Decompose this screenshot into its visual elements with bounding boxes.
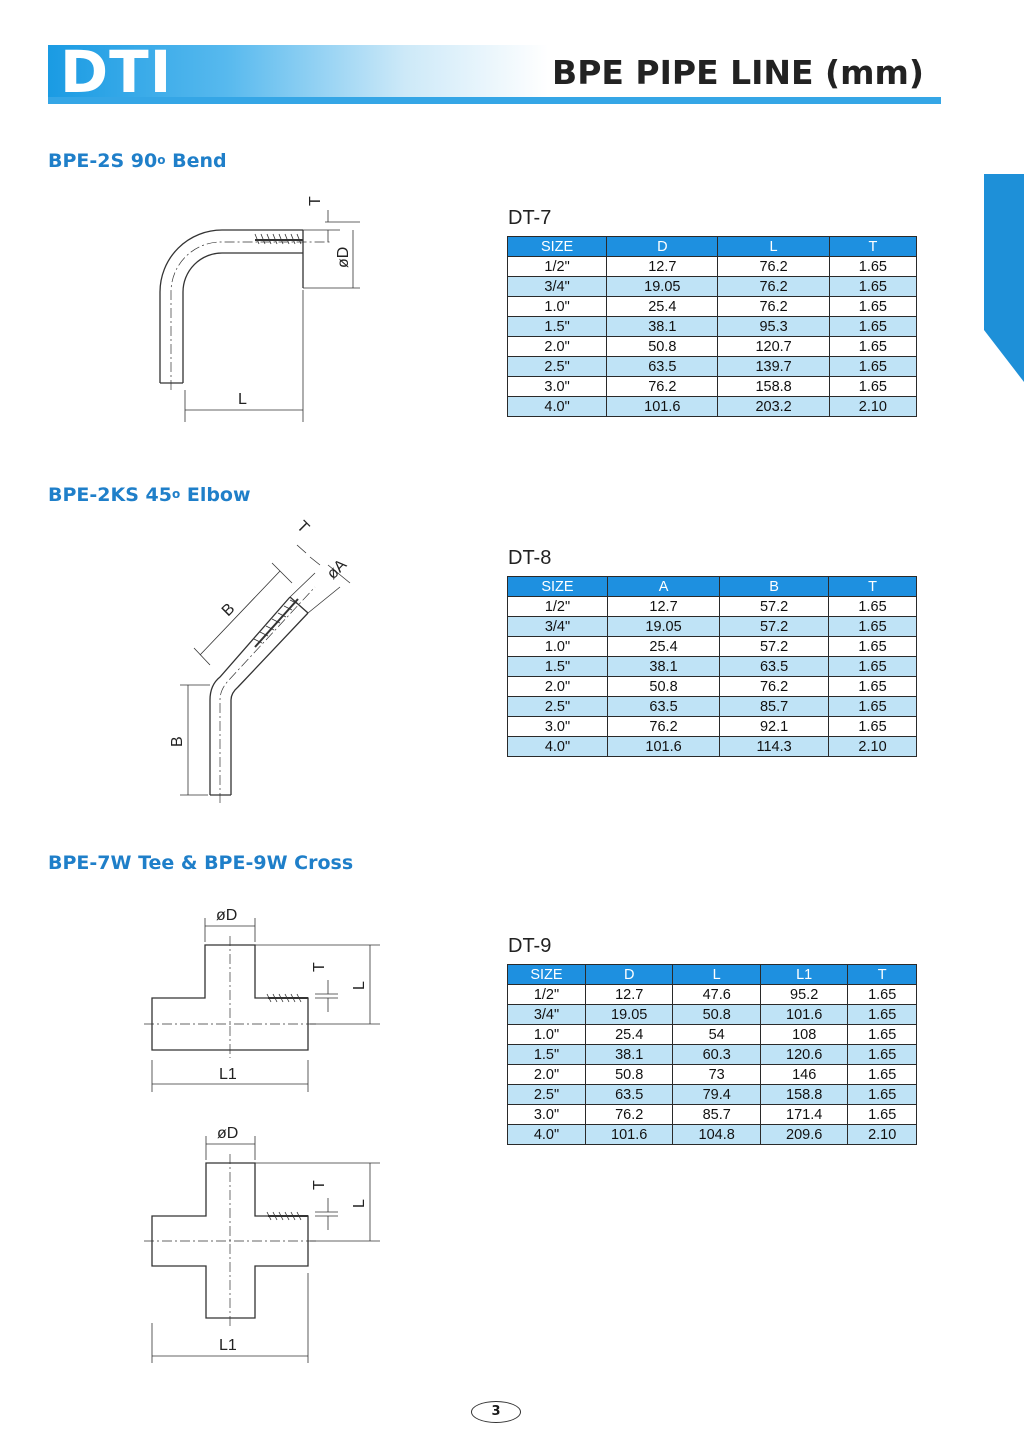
table-cell: 1/2" [508, 257, 607, 277]
dim-label-l: L [351, 981, 368, 990]
col-header: SIZE [508, 965, 586, 985]
table-cell: 101.6 [607, 397, 718, 417]
page-number-badge [471, 1401, 521, 1423]
table-cell: 38.1 [585, 1045, 672, 1065]
col-header: D [585, 965, 672, 985]
dim-label-b-diagonal: B [218, 600, 239, 620]
table-cell: 1/2" [508, 985, 586, 1005]
table-cell: 3.0" [508, 717, 608, 737]
col-header: T [848, 965, 917, 985]
table-cell: 1.65 [829, 597, 917, 617]
table-row [508, 597, 917, 617]
table-cell: 50.8 [607, 677, 719, 697]
page-title: BPE PIPE LINE (mm) [552, 53, 924, 92]
table-cell: 57.2 [720, 637, 829, 657]
table-cell: 1.65 [829, 637, 917, 657]
table-cell: 4.0" [508, 1125, 586, 1145]
diagram-45-elbow [150, 505, 380, 805]
table-row [508, 637, 917, 657]
diagram-tee [140, 900, 390, 1100]
table-cell: 1.65 [848, 1005, 917, 1025]
table-cell: 50.8 [585, 1065, 672, 1085]
table-cell: 1.65 [829, 277, 916, 297]
table-row [508, 257, 917, 277]
table-cell: 158.8 [760, 1085, 847, 1105]
table-label-dt8: DT-8 [508, 547, 552, 569]
table-row [508, 377, 917, 397]
table-cell: 1.65 [829, 677, 917, 697]
col-header: T [829, 237, 916, 257]
table-row [508, 617, 917, 637]
table-cell: 76.2 [607, 377, 718, 397]
table-cell: 19.05 [607, 617, 719, 637]
table-cell: 38.1 [607, 657, 719, 677]
table-cell: 120.6 [760, 1045, 847, 1065]
table-cell: 1.65 [829, 297, 916, 317]
table-row [508, 677, 917, 697]
table-cell: 1.65 [848, 1025, 917, 1045]
table-cell: 158.8 [718, 377, 829, 397]
table-row [508, 357, 917, 377]
table-cell: 25.4 [607, 637, 719, 657]
table-cell: 85.7 [720, 697, 829, 717]
table-cell: 76.2 [718, 257, 829, 277]
table-cell: 19.05 [607, 277, 718, 297]
table-cell: 1.65 [848, 1045, 917, 1065]
table-cell: 50.8 [607, 337, 718, 357]
table-cell: 92.1 [720, 717, 829, 737]
dim-label-l: L [351, 1199, 368, 1208]
section-title-tee-cross: BPE-7W Tee & BPE-9W Cross [48, 852, 354, 874]
table-cell: 76.2 [607, 717, 719, 737]
table-cell: 139.7 [718, 357, 829, 377]
section-title-90-bend: BPE-2S 90$^o$ Bend [48, 150, 227, 172]
table-row [508, 1065, 917, 1085]
table-cell: 3/4" [508, 1005, 586, 1025]
col-header: L [673, 965, 760, 985]
table-cell: 1.5" [508, 1045, 586, 1065]
table-cell: 79.4 [673, 1085, 760, 1105]
table-cell: 1.0" [508, 297, 607, 317]
table-cell: 38.1 [607, 317, 718, 337]
table-cell: 76.2 [585, 1105, 672, 1125]
table-cell: 146 [760, 1065, 847, 1085]
table-cell: 54 [673, 1025, 760, 1045]
table-cell: 63.5 [585, 1085, 672, 1105]
table-cell: 1.65 [829, 697, 917, 717]
table-cell: 1.65 [829, 357, 916, 377]
table-cell: 1.0" [508, 637, 608, 657]
table-cell: 12.7 [607, 257, 718, 277]
table-cell: 171.4 [760, 1105, 847, 1125]
table-cell: 108 [760, 1025, 847, 1045]
diagram-cross [140, 1118, 390, 1368]
table-cell: 203.2 [718, 397, 829, 417]
table-row [508, 397, 917, 417]
table-cell: 1.65 [829, 317, 916, 337]
table-cell: 25.4 [607, 297, 718, 317]
table-cell: 95.2 [760, 985, 847, 1005]
table-row [508, 737, 917, 757]
table-cell: 1.65 [829, 617, 917, 637]
col-header: L [718, 237, 829, 257]
dim-label-t: T [307, 196, 324, 206]
table-cell: 19.05 [585, 1005, 672, 1025]
table-cell: 25.4 [585, 1025, 672, 1045]
diagram-90-bend [150, 190, 370, 430]
section-title-45-elbow: BPE-2KS 45$^o$ Elbow [48, 484, 251, 506]
col-header: A [607, 577, 719, 597]
table-row [508, 1125, 917, 1145]
dim-label-l1: L1 [219, 1337, 237, 1354]
table-cell: 2.5" [508, 1085, 586, 1105]
header-rule [48, 97, 941, 104]
table-cell: 1.65 [829, 257, 916, 277]
brand-logo: DTI [60, 38, 173, 106]
table-cell: 2.5" [508, 357, 607, 377]
table-cell: 4.0" [508, 737, 608, 757]
table-cell: 60.3 [673, 1045, 760, 1065]
table-cell: 2.0" [508, 677, 608, 697]
table-cell: 3/4" [508, 277, 607, 297]
table-label-dt7: DT-7 [508, 207, 552, 229]
page-number: 3 [491, 1404, 501, 1419]
table-cell: 1.65 [848, 985, 917, 1005]
table-row [508, 317, 917, 337]
table-row [508, 1005, 917, 1025]
table-row [508, 277, 917, 297]
table-cell: 50.8 [673, 1005, 760, 1025]
dim-label-b-vertical: B [169, 736, 186, 747]
table-row [508, 697, 917, 717]
table-row [508, 717, 917, 737]
col-header: B [720, 577, 829, 597]
table-cell: 47.6 [673, 985, 760, 1005]
table-cell: 57.2 [720, 597, 829, 617]
table-cell: 1.65 [848, 1065, 917, 1085]
spec-table-dt9 [507, 964, 917, 1145]
table-cell: 114.3 [720, 737, 829, 757]
table-cell: 63.5 [720, 657, 829, 677]
dim-label-l1: L1 [219, 1066, 237, 1083]
table-cell: 76.2 [718, 277, 829, 297]
table-row [508, 985, 917, 1005]
table-cell: 63.5 [607, 697, 719, 717]
table-cell: 1.5" [508, 657, 608, 677]
spec-table-dt8 [507, 576, 917, 757]
col-header: SIZE [508, 237, 607, 257]
table-cell: 101.6 [585, 1125, 672, 1145]
table-cell: 2.0" [508, 337, 607, 357]
table-row [508, 1105, 917, 1125]
table-cell: 2.10 [829, 737, 917, 757]
col-header: L1 [760, 965, 847, 985]
table-cell: 1.65 [829, 337, 916, 357]
dim-label-l: L [238, 391, 247, 408]
table-cell: 12.7 [607, 597, 719, 617]
table-cell: 1.0" [508, 1025, 586, 1045]
table-cell: 104.8 [673, 1125, 760, 1145]
col-header: D [607, 237, 718, 257]
table-cell: 1.5" [508, 317, 607, 337]
table-row [508, 337, 917, 357]
col-header: T [829, 577, 917, 597]
table-cell: 101.6 [760, 1005, 847, 1025]
table-cell: 1.65 [829, 657, 917, 677]
table-cell: 76.2 [720, 677, 829, 697]
table-cell: 3.0" [508, 377, 607, 397]
table-cell: 209.6 [760, 1125, 847, 1145]
dim-label-od: øD [335, 246, 352, 268]
table-cell: 85.7 [673, 1105, 760, 1125]
table-cell: 2.10 [848, 1125, 917, 1145]
table-cell: 73 [673, 1065, 760, 1085]
table-cell: 120.7 [718, 337, 829, 357]
spec-table-dt7 [507, 236, 917, 417]
side-tab-notch [984, 330, 1024, 382]
dim-label-od: øD [216, 907, 238, 924]
table-row [508, 1045, 917, 1065]
table-row [508, 1025, 917, 1045]
dim-label-t: T [311, 1180, 328, 1190]
table-cell: 76.2 [718, 297, 829, 317]
dim-label-t: T [311, 962, 328, 972]
table-row [508, 657, 917, 677]
table-cell: 2.0" [508, 1065, 586, 1085]
table-cell: 1.65 [848, 1085, 917, 1105]
table-row [508, 1085, 917, 1105]
table-cell: 12.7 [585, 985, 672, 1005]
col-header: SIZE [508, 577, 608, 597]
table-cell: 3/4" [508, 617, 608, 637]
table-cell: 1.65 [829, 377, 916, 397]
table-cell: 4.0" [508, 397, 607, 417]
table-cell: 3.0" [508, 1105, 586, 1125]
table-cell: 63.5 [607, 357, 718, 377]
table-cell: 2.5" [508, 697, 608, 717]
table-cell: 95.3 [718, 317, 829, 337]
dim-label-oa: øA [323, 556, 351, 583]
table-cell: 1/2" [508, 597, 608, 617]
table-cell: 2.10 [829, 397, 916, 417]
table-cell: 1.65 [848, 1105, 917, 1125]
dim-label-t: T [293, 517, 313, 537]
table-label-dt9: DT-9 [508, 935, 552, 957]
table-cell: 57.2 [720, 617, 829, 637]
table-cell: 101.6 [607, 737, 719, 757]
table-cell: 1.65 [829, 717, 917, 737]
dim-label-od: øD [217, 1125, 239, 1142]
table-row [508, 297, 917, 317]
